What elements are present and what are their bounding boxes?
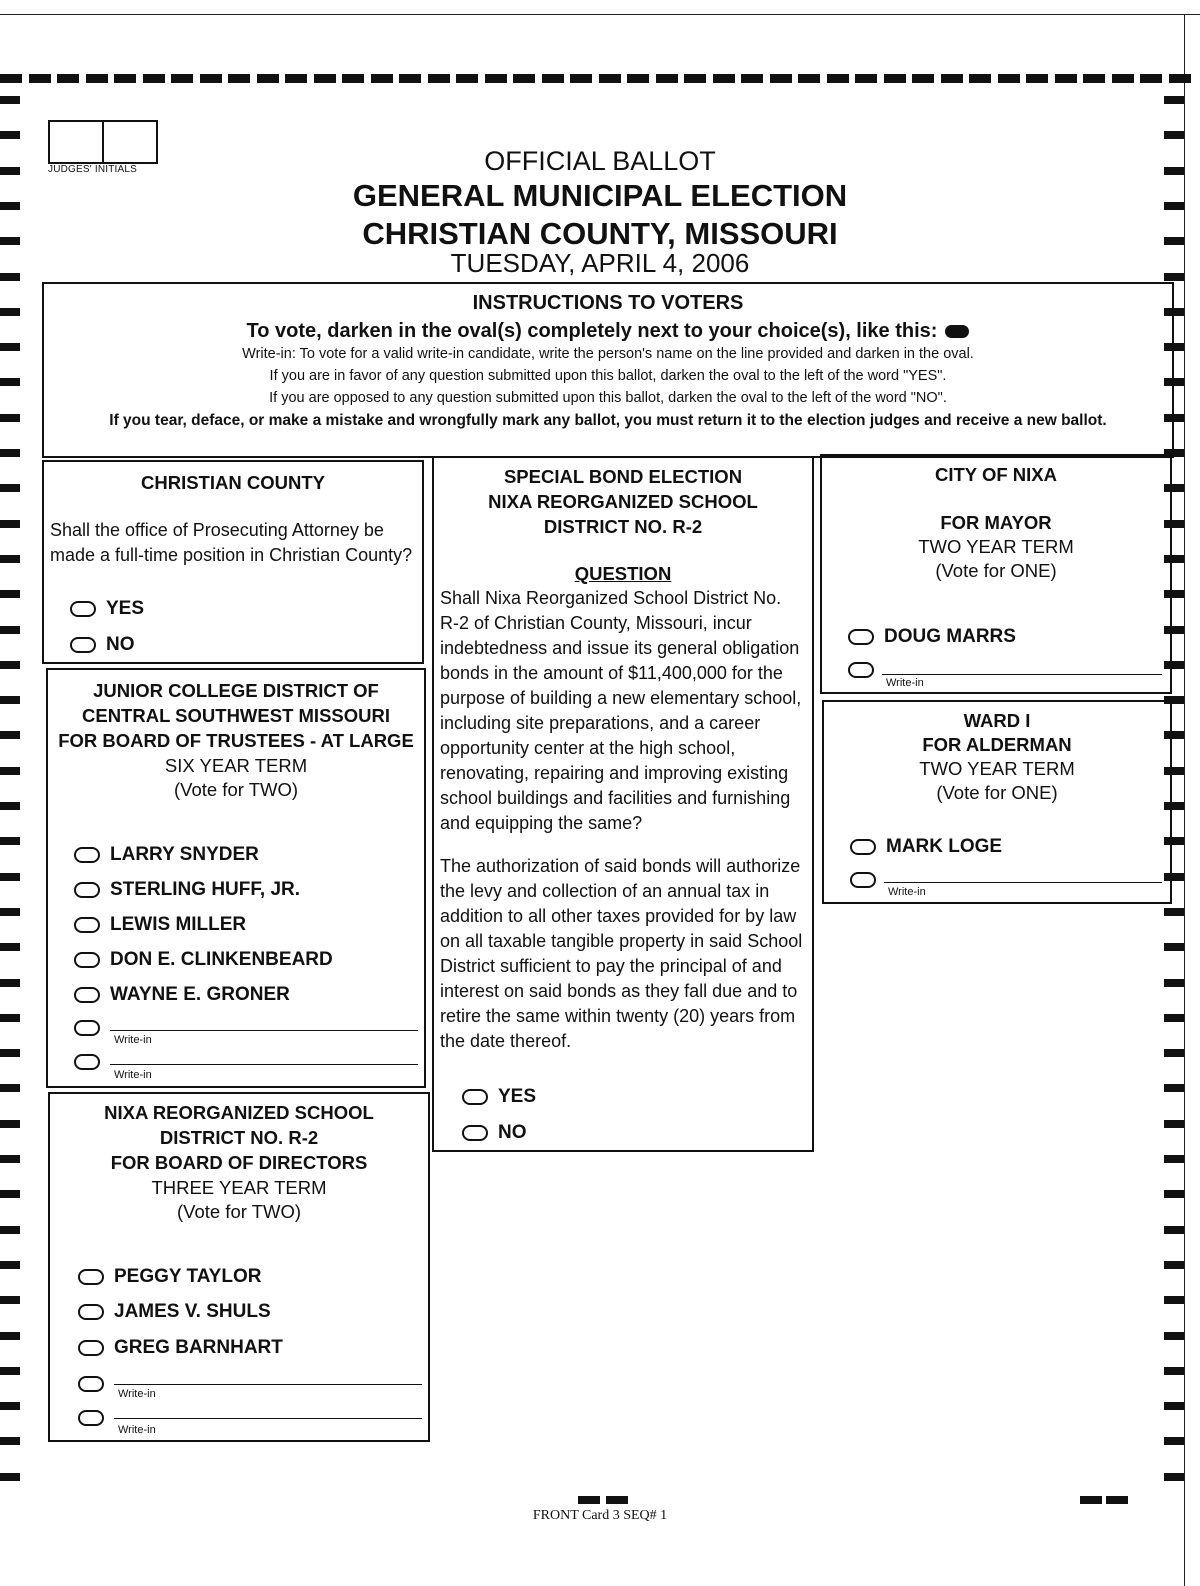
oval-icon[interactable] bbox=[462, 1089, 488, 1105]
timing-mark bbox=[0, 626, 20, 634]
timing-mark bbox=[114, 74, 136, 83]
timing-mark bbox=[171, 74, 193, 83]
timing-mark bbox=[0, 943, 20, 951]
jc-title-line1: JUNIOR COLLEGE DISTRICT OF bbox=[93, 680, 379, 701]
jc-title-line2: CENTRAL SOUTHWEST MISSOURI bbox=[82, 705, 390, 726]
timing-mark bbox=[0, 1120, 20, 1128]
timing-mark bbox=[228, 74, 250, 83]
timing-mark bbox=[912, 74, 934, 83]
timing-mark bbox=[969, 74, 991, 83]
option-label: YES bbox=[498, 1086, 537, 1107]
timing-mark bbox=[627, 74, 649, 83]
timing-mark bbox=[1164, 1084, 1184, 1092]
alderman-writein-option[interactable] bbox=[850, 872, 886, 888]
election-date: TUESDAY, APRIL 4, 2006 bbox=[450, 248, 750, 278]
bond-text-line: retire the same within twenty (20) years from bbox=[440, 1006, 796, 1026]
school-writein-option-2[interactable] bbox=[78, 1410, 114, 1426]
bond-text-line: Shall Nixa Reorganized School District No. bbox=[440, 588, 782, 608]
alderman-candidate-option[interactable] bbox=[850, 836, 1002, 858]
timing-mark bbox=[713, 74, 735, 83]
school-candidate-option[interactable] bbox=[78, 1337, 283, 1359]
timing-mark bbox=[0, 873, 20, 881]
jc-candidate-option[interactable] bbox=[74, 844, 259, 866]
timing-mark bbox=[456, 74, 478, 83]
oval-icon[interactable] bbox=[78, 1340, 104, 1356]
school-title-line3: FOR BOARD OF DIRECTORS bbox=[110, 1152, 368, 1173]
school-vote-for: (Vote for TWO) bbox=[176, 1201, 302, 1222]
timing-mark bbox=[428, 74, 450, 83]
school-writein-option-1[interactable] bbox=[78, 1376, 114, 1392]
oval-icon[interactable] bbox=[74, 987, 100, 1003]
timing-mark bbox=[0, 731, 20, 739]
instructions-title: INSTRUCTIONS TO VOTERS bbox=[472, 292, 744, 314]
timing-mark bbox=[0, 1014, 20, 1022]
county-question-box bbox=[42, 460, 424, 664]
oval-icon[interactable] bbox=[850, 839, 876, 855]
junior-college-box bbox=[46, 668, 426, 1088]
timing-mark bbox=[0, 1437, 20, 1445]
bond-text-line: opportunity center at the high school, bbox=[440, 738, 736, 758]
timing-mark bbox=[285, 74, 307, 83]
bond-text-line: purpose of building a new elementary school, bbox=[440, 688, 802, 708]
option-label: NO bbox=[498, 1122, 527, 1143]
footer-timing-mark bbox=[578, 1496, 600, 1504]
alderman-term: TWO YEAR TERM bbox=[919, 758, 1075, 779]
county-title: CHRISTIAN COUNTY, MISSOURI bbox=[362, 216, 838, 251]
writein-line[interactable] bbox=[110, 1064, 418, 1065]
bond-text-line: bonds in the amount of $11,400,000 for the bbox=[440, 663, 783, 683]
county-question bbox=[50, 518, 412, 568]
candidate-name: DON E. CLINKENBEARD bbox=[110, 949, 333, 970]
timing-mark bbox=[884, 74, 906, 83]
jc-candidate-option[interactable] bbox=[74, 984, 290, 1006]
timing-mark bbox=[1164, 979, 1184, 987]
instructions-box bbox=[42, 282, 1174, 458]
timing-mark bbox=[1083, 74, 1105, 83]
county-title: CHRISTIAN COUNTY bbox=[141, 472, 325, 493]
timing-mark bbox=[0, 802, 20, 810]
bond-text-line: school buildings and facilities and furnishing bbox=[440, 788, 791, 808]
election-title: GENERAL MUNICIPAL ELECTION bbox=[352, 178, 848, 213]
ballot-title: OFFICIAL BALLOT bbox=[484, 146, 716, 176]
jc-title-line3: FOR BOARD OF TRUSTEES - AT LARGE bbox=[58, 730, 414, 751]
timing-mark bbox=[684, 74, 706, 83]
timing-mark bbox=[0, 1084, 20, 1092]
timing-mark bbox=[570, 74, 592, 83]
nixa-title: CITY OF NIXA bbox=[935, 464, 1057, 485]
instructions-no: If you are opposed to any question submitted upon this ballot, darken the oval to the left of the word "NO". bbox=[269, 390, 947, 406]
bond-text-line: The authorization of said bonds will authorize bbox=[440, 856, 801, 876]
timing-mark bbox=[29, 74, 51, 83]
bond-title-line1: SPECIAL BOND ELECTION bbox=[503, 466, 743, 487]
mayor-writein-option[interactable] bbox=[848, 662, 884, 678]
jc-candidate-option[interactable] bbox=[74, 949, 333, 971]
ward-title: WARD I bbox=[963, 710, 1031, 731]
judges-initials-label: JUDGES' INITIALS bbox=[48, 164, 138, 175]
timing-mark bbox=[0, 378, 20, 386]
oval-icon[interactable] bbox=[78, 1269, 104, 1285]
timing-mark bbox=[0, 661, 20, 669]
timing-mark bbox=[998, 74, 1020, 83]
candidate-name: DOUG MARRS bbox=[884, 626, 1016, 647]
timing-mark bbox=[1164, 1226, 1184, 1234]
bond-question-paragraph-2 bbox=[440, 854, 810, 1054]
footer-timing-mark bbox=[606, 1496, 628, 1504]
candidate-name: JAMES V. SHULS bbox=[114, 1301, 271, 1322]
timing-mark bbox=[0, 1226, 20, 1234]
timing-mark bbox=[0, 1402, 20, 1410]
mayor-candidate-option[interactable] bbox=[848, 626, 1016, 648]
timing-mark bbox=[0, 74, 22, 83]
mayor-office: FOR MAYOR bbox=[940, 512, 1052, 533]
oval-icon[interactable] bbox=[74, 917, 100, 933]
writein-label: Write-in bbox=[888, 886, 926, 898]
candidate-name: LARRY SNYDER bbox=[110, 844, 259, 865]
timing-mark bbox=[855, 74, 877, 83]
bond-text-line: indebtedness and issue its general obligation bbox=[440, 638, 800, 658]
instructions-main bbox=[44, 320, 1172, 343]
writein-line[interactable] bbox=[884, 882, 1162, 883]
timing-mark bbox=[0, 1190, 20, 1198]
writein-label: Write-in bbox=[114, 1034, 152, 1046]
timing-mark bbox=[485, 74, 507, 83]
timing-mark bbox=[0, 308, 20, 316]
timing-mark bbox=[399, 74, 421, 83]
timing-mark bbox=[1169, 74, 1191, 83]
oval-icon[interactable] bbox=[78, 1376, 104, 1392]
footer-timing-mark bbox=[1080, 1496, 1102, 1504]
timing-mark bbox=[143, 74, 165, 83]
oval-icon[interactable] bbox=[78, 1304, 104, 1320]
top-border-line bbox=[0, 14, 1200, 15]
oval-icon[interactable] bbox=[462, 1125, 488, 1141]
timing-mark bbox=[1164, 96, 1184, 104]
candidate-name: GREG BARNHART bbox=[114, 1337, 283, 1358]
school-candidate-option[interactable] bbox=[78, 1266, 261, 1288]
timing-mark bbox=[200, 74, 222, 83]
timing-mark bbox=[1164, 908, 1184, 916]
bond-title-line3: DISTRICT NO. R-2 bbox=[543, 516, 703, 537]
bond-question-label: QUESTION bbox=[574, 563, 672, 584]
writein-line[interactable] bbox=[882, 674, 1162, 675]
timing-mark bbox=[1140, 74, 1162, 83]
timing-mark bbox=[0, 1332, 20, 1340]
timing-mark bbox=[1164, 1296, 1184, 1304]
oval-icon[interactable] bbox=[74, 882, 100, 898]
timing-mark bbox=[1164, 1049, 1184, 1057]
option-label: YES bbox=[106, 598, 145, 619]
footer-timing-mark bbox=[1106, 1496, 1128, 1504]
timing-mark bbox=[1164, 131, 1184, 139]
school-title-line2: DISTRICT NO. R-2 bbox=[159, 1127, 319, 1148]
bond-no-option[interactable] bbox=[462, 1122, 527, 1144]
candidate-name: LEWIS MILLER bbox=[110, 914, 247, 935]
mayor-vote-for: (Vote for ONE) bbox=[935, 560, 1057, 581]
timing-mark bbox=[0, 1473, 20, 1481]
writein-label: Write-in bbox=[114, 1069, 152, 1081]
county-question-line: made a full-time position in Christian County? bbox=[50, 545, 413, 565]
oval-icon[interactable] bbox=[74, 847, 100, 863]
timing-mark bbox=[0, 767, 20, 775]
writein-label: Write-in bbox=[886, 677, 924, 689]
option-label: NO bbox=[106, 634, 135, 655]
filled-oval-icon bbox=[945, 325, 969, 338]
timing-mark bbox=[1164, 1155, 1184, 1163]
timing-mark bbox=[57, 74, 79, 83]
timing-mark bbox=[1164, 1332, 1184, 1340]
timing-mark bbox=[0, 484, 20, 492]
jc-candidate-option[interactable] bbox=[74, 879, 300, 901]
timing-mark bbox=[1164, 943, 1184, 951]
timing-mark bbox=[0, 696, 20, 704]
timing-mark bbox=[1164, 1473, 1184, 1481]
mayor-box bbox=[820, 454, 1172, 694]
bond-text-line: interest on said bonds as they fall due and to bbox=[440, 981, 798, 1001]
bond-text-line: on all taxable tangible property in said School bbox=[440, 931, 803, 951]
timing-mark bbox=[741, 74, 763, 83]
timing-mark bbox=[86, 74, 108, 83]
mayor-term: TWO YEAR TERM bbox=[918, 536, 1074, 557]
alderman-vote-for: (Vote for ONE) bbox=[936, 782, 1058, 803]
timing-mark bbox=[770, 74, 792, 83]
jc-writein-option-2[interactable] bbox=[74, 1054, 110, 1070]
writein-label: Write-in bbox=[118, 1424, 156, 1436]
timing-mark bbox=[599, 74, 621, 83]
alderman-office: FOR ALDERMAN bbox=[922, 734, 1072, 755]
writein-line[interactable] bbox=[110, 1030, 418, 1031]
timing-mark bbox=[1164, 1261, 1184, 1269]
timing-mark bbox=[0, 449, 20, 457]
timing-mark bbox=[1112, 74, 1134, 83]
card-sequence-label: FRONT Card 3 SEQ# 1 bbox=[532, 1508, 668, 1523]
jc-candidate-option[interactable] bbox=[74, 914, 246, 936]
instructions-yes: If you are in favor of any question submitted upon this ballot, darken the oval to the left of the word "YES". bbox=[269, 368, 947, 384]
timing-mark bbox=[1026, 74, 1048, 83]
bond-text-line: including site preparations, and a career bbox=[440, 713, 761, 733]
oval-icon[interactable] bbox=[850, 872, 876, 888]
timing-mark bbox=[0, 343, 20, 351]
timing-mark bbox=[1164, 1402, 1184, 1410]
alderman-box bbox=[822, 700, 1172, 904]
instructions-main-text: To vote, darken in the oval(s) completely next to your choice(s), like this: bbox=[246, 320, 938, 342]
timing-mark bbox=[314, 74, 336, 83]
school-board-box bbox=[48, 1092, 430, 1442]
timing-mark bbox=[1164, 1437, 1184, 1445]
jc-writein-option-1[interactable] bbox=[74, 1020, 110, 1036]
timing-mark bbox=[0, 131, 20, 139]
bond-text-line: addition to all other taxes provided for by law bbox=[440, 906, 797, 926]
candidate-name: PEGGY TAYLOR bbox=[114, 1266, 262, 1287]
writein-line[interactable] bbox=[114, 1384, 422, 1385]
timing-mark bbox=[0, 837, 20, 845]
timing-mark bbox=[941, 74, 963, 83]
writein-label: Write-in bbox=[118, 1388, 156, 1400]
bond-text-line: District sufficient to pay the principal of and bbox=[440, 956, 782, 976]
timing-mark bbox=[0, 1296, 20, 1304]
school-term: THREE YEAR TERM bbox=[151, 1177, 327, 1198]
school-candidate-option[interactable] bbox=[78, 1301, 271, 1323]
oval-icon[interactable] bbox=[74, 1020, 100, 1036]
timing-mark bbox=[0, 1367, 20, 1375]
timing-mark bbox=[0, 1261, 20, 1269]
jc-term: SIX YEAR TERM bbox=[164, 755, 308, 776]
oval-icon[interactable] bbox=[848, 629, 874, 645]
county-question-line: Shall the office of Prosecuting Attorney be bbox=[50, 520, 384, 540]
timing-mark bbox=[1055, 74, 1077, 83]
bond-yes-option[interactable] bbox=[462, 1086, 536, 1108]
timing-mark bbox=[1164, 1367, 1184, 1375]
timing-mark bbox=[798, 74, 820, 83]
timing-mark bbox=[0, 520, 20, 528]
timing-mark bbox=[1164, 1014, 1184, 1022]
timing-mark bbox=[0, 1049, 20, 1057]
candidate-name: MARK LOGE bbox=[886, 836, 1003, 857]
timing-mark bbox=[656, 74, 678, 83]
bond-question-paragraph-1 bbox=[440, 586, 810, 836]
timing-mark bbox=[0, 96, 20, 104]
timing-mark bbox=[257, 74, 279, 83]
timing-mark bbox=[1164, 1190, 1184, 1198]
oval-icon[interactable] bbox=[74, 1054, 100, 1070]
timing-mark bbox=[542, 74, 564, 83]
timing-mark bbox=[513, 74, 535, 83]
jc-vote-for: (Vote for TWO) bbox=[173, 779, 299, 800]
timing-mark bbox=[342, 74, 364, 83]
instructions-warning: If you tear, deface, or make a mistake and wrongfully mark any ballot, you must return it to the election judges and receive a new ballot. bbox=[109, 412, 1107, 429]
timing-mark bbox=[0, 979, 20, 987]
bond-text-line: R-2 of Christian County, Missouri, incur bbox=[440, 613, 752, 633]
oval-icon[interactable] bbox=[70, 637, 96, 653]
oval-icon[interactable] bbox=[78, 1410, 104, 1426]
bond-text-line: renovating, repairing and improving existing bbox=[440, 763, 789, 783]
candidate-name: WAYNE E. GRONER bbox=[110, 984, 290, 1005]
timing-mark bbox=[0, 1155, 20, 1163]
candidate-name: STERLING HUFF, JR. bbox=[110, 879, 301, 900]
bond-text-line: the levy and collection of an annual tax in bbox=[440, 881, 770, 901]
instructions-writein: Write-in: To vote for a valid write-in candidate, write the person's name on the line provided and darken in the oval. bbox=[242, 346, 974, 362]
timing-mark bbox=[827, 74, 849, 83]
timing-mark bbox=[0, 908, 20, 916]
writein-line[interactable] bbox=[114, 1418, 422, 1419]
oval-icon[interactable] bbox=[848, 662, 874, 678]
timing-mark bbox=[371, 74, 393, 83]
timing-mark bbox=[0, 414, 20, 422]
school-title-line1: NIXA REORGANIZED SCHOOL bbox=[104, 1102, 374, 1123]
timing-mark bbox=[1164, 1120, 1184, 1128]
oval-icon[interactable] bbox=[74, 952, 100, 968]
bond-text-line: and equipping the same? bbox=[440, 813, 643, 833]
bond-text-line: the date thereof. bbox=[440, 1031, 572, 1051]
bond-question-box bbox=[432, 456, 814, 1152]
timing-mark bbox=[0, 590, 20, 598]
oval-icon[interactable] bbox=[70, 601, 96, 617]
timing-mark bbox=[0, 555, 20, 563]
county-no-option[interactable] bbox=[70, 634, 135, 656]
county-yes-option[interactable] bbox=[70, 598, 144, 620]
bond-title-line2: NIXA REORGANIZED SCHOOL bbox=[488, 491, 758, 512]
